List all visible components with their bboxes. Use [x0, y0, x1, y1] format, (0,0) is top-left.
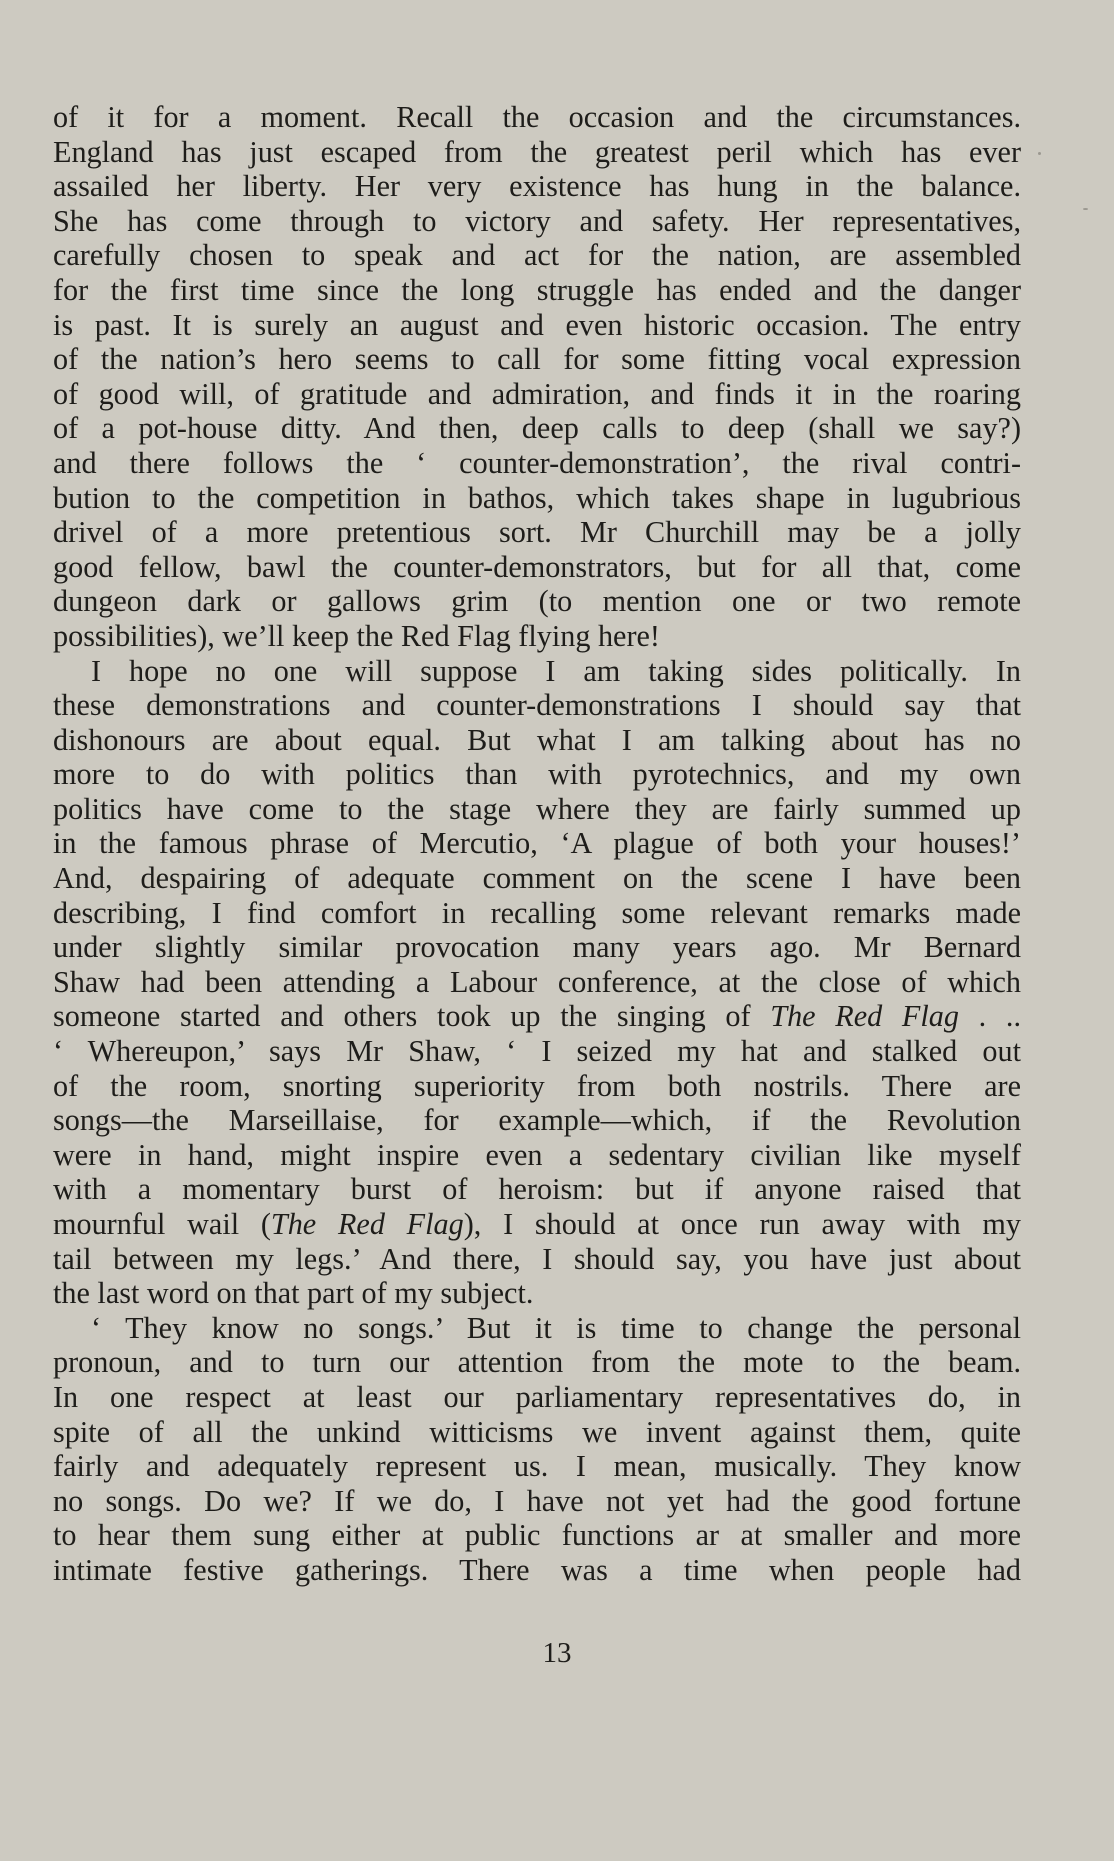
- text-line: the last word on that part of my subject.: [53, 1276, 534, 1311]
- text-line: and there follows the ‘ counter-demonstration’, the rival contri-: [53, 445, 1021, 480]
- text-line: possibilities), we’ll keep the Red Flag flying here!: [53, 618, 660, 653]
- text-line: She has come through to victory and safety. Her representatives,: [53, 203, 1021, 238]
- text-line: of a pot-house ditty. And then, deep calls to deep (shall we say?): [53, 411, 1021, 446]
- text-line: spite of all the unkind witticisms we invent against them, quite: [53, 1414, 1021, 1449]
- body-text: [53, 100, 1021, 1588]
- text-line: no songs. Do we? If we do, I have not yet had the good fortune: [53, 1483, 1021, 1518]
- text-line: ‘ They know no songs.’ But it is time to change the personal: [91, 1310, 1021, 1345]
- text-line: to hear them sung either at public functions ar at smaller and more: [53, 1518, 1021, 1553]
- text-line: of the room, snorting superiority from both nostrils. There are: [53, 1068, 1021, 1103]
- text-line: assailed her liberty. Her very existence has hung in the balance.: [53, 169, 1021, 204]
- text-line: good fellow, bawl the counter-demonstrators, but for all that, come: [53, 549, 1021, 584]
- song-title: The Red Flag: [770, 999, 959, 1034]
- text-line: with a momentary burst of heroism: but if anyone raised that: [53, 1172, 1021, 1207]
- text-line: Shaw had been attending a Labour conference, at the close of which: [53, 964, 1021, 999]
- text-line: ‘ Whereupon,’ says Mr Shaw, ‘ I seized my hat and stalked out: [53, 1034, 1021, 1069]
- text-line: In one respect at least our parliamentary representatives do, in: [53, 1379, 1021, 1414]
- song-title: The Red Flag: [270, 1207, 464, 1241]
- paragraph-3: [53, 1311, 1021, 1588]
- text-line: [53, 1207, 1021, 1242]
- text-line: of the nation’s hero seems to call for some fitting vocal expression: [53, 342, 1021, 377]
- text-line: were in hand, might inspire even a sedentary civilian like myself: [53, 1137, 1021, 1172]
- text-line: And, despairing of adequate comment on the scene I have been: [53, 861, 1021, 896]
- text-line: under slightly similar provocation many years ago. Mr Bernard: [53, 930, 1021, 965]
- text-line: of it for a moment. Recall the occasion and the circumstances.: [53, 100, 1021, 134]
- text-span: ), I should at once run away with my: [463, 1207, 1021, 1241]
- paper-speck: [1038, 152, 1041, 155]
- text-line: politics have come to the stage where they are fairly summed up: [53, 791, 1021, 826]
- paragraph-2: [53, 654, 1021, 1311]
- text-line: these demonstrations and counter-demonstrations I should say that: [53, 688, 1021, 723]
- text-line: for the first time since the long struggle has ended and the danger: [53, 272, 1021, 307]
- text-line: dishonours are about equal. But what I am talking about has no: [53, 722, 1021, 757]
- text-line: more to do with politics than with pyrotechnics, and my own: [53, 757, 1021, 792]
- text-line: drivel of a more pretentious sort. Mr Churchill may be a jolly: [53, 515, 1021, 550]
- text-line: [53, 999, 1021, 1034]
- text-line: dungeon dark or gallows grim (to mention one or two remote: [53, 584, 1021, 619]
- text-line: England has just escaped from the greatest peril which has ever: [53, 134, 1021, 169]
- text-line: of good will, of gratitude and admiration, and finds it in the roaring: [53, 376, 1021, 411]
- text-line: bution to the competition in bathos, which takes shape in lugubrious: [53, 480, 1021, 515]
- text-line: intimate festive gatherings. There was a time when people had: [53, 1552, 1021, 1587]
- text-line: I hope no one will suppose I am taking sides politically. In: [91, 653, 1021, 688]
- text-line: is past. It is surely an august and even historic occasion. The entry: [53, 307, 1021, 342]
- text-span: someone started and others took up the singing of: [53, 999, 771, 1034]
- text-line: in the famous phrase of Mercutio, ‘A plague of both your houses!’: [53, 826, 1021, 861]
- text-line: fairly and adequately represent us. I mean, musically. They know: [53, 1449, 1021, 1484]
- text-line: carefully chosen to speak and act for the nation, are assembled: [53, 238, 1021, 273]
- text-line: tail between my legs.’ And there, I should say, you have just about: [53, 1241, 1021, 1276]
- paper-speck: [1083, 208, 1088, 210]
- text-line: pronoun, and to turn our attention from the mote to the beam.: [53, 1345, 1021, 1380]
- paragraph-1: [53, 100, 1021, 654]
- text-line: describing, I find comfort in recalling some relevant remarks made: [53, 895, 1021, 930]
- text-span: mournful wail (: [53, 1207, 271, 1241]
- page-number: 13: [542, 1637, 572, 1669]
- text-line: songs—the Marseillaise, for example—which, if the Revolution: [53, 1103, 1021, 1138]
- text-span: . ..: [958, 999, 1022, 1034]
